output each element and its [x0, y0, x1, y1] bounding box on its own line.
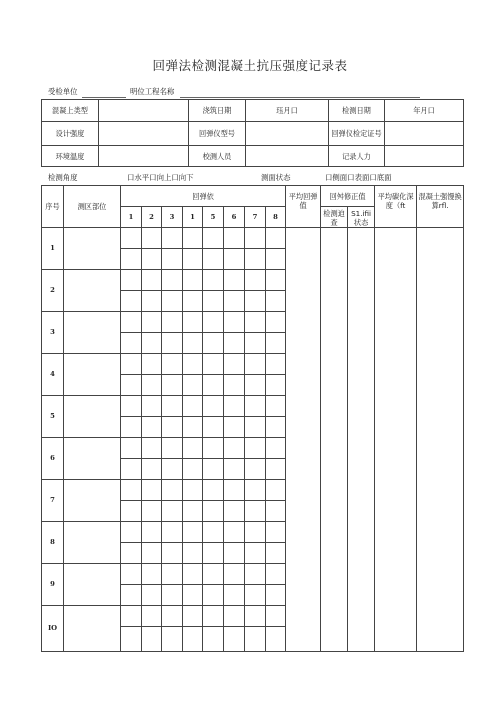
rebound-value-cell[interactable]	[183, 564, 203, 585]
info-row-2	[42, 122, 464, 146]
rebound-value-cell[interactable]	[162, 333, 183, 354]
info-table	[41, 99, 464, 167]
rebound-value-cell[interactable]	[224, 438, 245, 459]
rebound-value-cell[interactable]	[245, 438, 266, 459]
page-title: 回弹法检测混凝土抗压强度记录表	[152, 58, 348, 73]
concrete-type-label: 混凝上类型	[42, 100, 99, 122]
design-strength-label: 设计强度	[42, 122, 99, 146]
rebound-value-cell[interactable]	[203, 564, 224, 585]
inspected-unit-label: 受检单位	[48, 87, 78, 96]
rebound-value-cell[interactable]	[121, 291, 142, 312]
rebound-value-cell[interactable]	[224, 585, 245, 606]
rebound-value-cell[interactable]	[224, 312, 245, 333]
rebound-value-cell[interactable]	[203, 585, 224, 606]
rebound-value-cell[interactable]	[224, 228, 245, 249]
rebound-value-cell[interactable]	[266, 627, 286, 652]
location-cell[interactable]	[64, 396, 121, 438]
rebound-value-cell[interactable]	[224, 522, 245, 543]
location-cell[interactable]	[64, 564, 121, 606]
rebound-value-cell[interactable]	[203, 480, 224, 501]
seq-cell: 6	[42, 438, 64, 480]
seq-cell: 4	[42, 354, 64, 396]
design-strength-value[interactable]	[99, 122, 189, 146]
rebound-value-cell[interactable]	[224, 606, 245, 627]
rebound-model-label: 回弹仪型号	[189, 122, 246, 146]
rebound-value-cell[interactable]	[245, 459, 266, 480]
concrete-type-value[interactable]	[99, 100, 189, 122]
carbonation-cell[interactable]	[375, 228, 417, 652]
rebound-value-cell[interactable]	[142, 333, 162, 354]
rebound-value-cell[interactable]	[224, 480, 245, 501]
pour-date-label: 浇筑日期	[189, 100, 246, 122]
rebound-value-cell[interactable]	[121, 480, 142, 501]
seq-cell: 5	[42, 396, 64, 438]
rebound-value-cell[interactable]	[266, 333, 286, 354]
rebound-value-cell[interactable]	[266, 543, 286, 564]
rebound-value-cell[interactable]	[142, 396, 162, 417]
rebound-value-cell[interactable]	[162, 396, 183, 417]
rebound-value-cell[interactable]	[224, 564, 245, 585]
rebound-value-cell[interactable]	[203, 291, 224, 312]
rebound-point-header: 6	[224, 207, 245, 228]
header-row-1	[42, 186, 464, 207]
rebound-value-cell[interactable]	[162, 480, 183, 501]
rebound-value-cell[interactable]	[203, 543, 224, 564]
rebound-value-cell[interactable]	[245, 249, 266, 270]
rebound-value-cell[interactable]	[266, 375, 286, 396]
rebound-value-cell[interactable]	[245, 627, 266, 652]
rebound-value-cell[interactable]	[121, 522, 142, 543]
rebound-point-header: 5	[203, 207, 224, 228]
rebound-value-cell[interactable]	[203, 270, 224, 291]
rebound-value-cell[interactable]	[245, 522, 266, 543]
rebound-value-cell[interactable]	[245, 585, 266, 606]
rebound-value-cell[interactable]	[224, 270, 245, 291]
rebound-value-cell[interactable]	[142, 627, 162, 652]
rebound-value-cell[interactable]	[183, 249, 203, 270]
rebound-value-cell[interactable]	[142, 312, 162, 333]
rebound-value-cell[interactable]	[183, 501, 203, 522]
rebound-value-cell[interactable]	[224, 459, 245, 480]
rebound-value-cell[interactable]	[245, 354, 266, 375]
rebound-value-cell[interactable]	[224, 501, 245, 522]
rebound-value-cell[interactable]	[224, 417, 245, 438]
seq-cell: 1	[42, 228, 64, 270]
rebound-value-cell[interactable]	[183, 522, 203, 543]
rebound-value-cell[interactable]	[142, 606, 162, 627]
rebound-value-cell[interactable]	[142, 228, 162, 249]
location-cell[interactable]	[64, 522, 121, 564]
rebound-value-cell[interactable]	[183, 438, 203, 459]
rebound-point-header: 2	[142, 207, 162, 228]
rebound-value-cell[interactable]	[266, 480, 286, 501]
rebound-value-cell[interactable]	[245, 606, 266, 627]
rebound-value-cell[interactable]	[142, 564, 162, 585]
rebound-value-cell[interactable]	[224, 354, 245, 375]
rebound-value-cell[interactable]	[203, 354, 224, 375]
rebound-value-cell[interactable]	[121, 270, 142, 291]
rebound-value-cell[interactable]	[266, 438, 286, 459]
rebound-value-cell[interactable]	[266, 564, 286, 585]
rebound-value-cell[interactable]	[245, 417, 266, 438]
rebound-value-cell[interactable]	[183, 585, 203, 606]
rebound-value-cell[interactable]	[224, 627, 245, 652]
rebound-value-cell[interactable]	[142, 501, 162, 522]
location-cell[interactable]	[64, 354, 121, 396]
correction-header: 回舛修正值	[321, 186, 375, 207]
rebound-value-cell[interactable]	[142, 438, 162, 459]
rebound-value-cell[interactable]	[203, 438, 224, 459]
rebound-value-cell[interactable]	[121, 438, 142, 459]
test-angle-label: 检测角度	[48, 173, 78, 182]
rebound-value-cell[interactable]	[162, 501, 183, 522]
rebound-value-cell[interactable]	[224, 375, 245, 396]
calibration-cert-label: 回弹仪检定证号	[329, 122, 385, 146]
rebound-value-cell[interactable]	[162, 375, 183, 396]
rebound-value-cell[interactable]	[162, 606, 183, 627]
seq-cell: 2	[42, 270, 64, 312]
rebound-value-cell[interactable]	[183, 228, 203, 249]
rebound-value-cell[interactable]	[224, 291, 245, 312]
rebound-value-cell[interactable]	[203, 627, 224, 652]
rebound-point-header: 3	[162, 207, 183, 228]
rebound-value-cell[interactable]	[266, 396, 286, 417]
rebound-value-cell[interactable]	[266, 417, 286, 438]
rebound-value-cell[interactable]	[203, 228, 224, 249]
rebound-value-cell[interactable]	[142, 585, 162, 606]
rebound-value-cell[interactable]	[245, 375, 266, 396]
main-table	[41, 185, 464, 652]
rebound-value-cell[interactable]	[266, 228, 286, 249]
rebound-header: 回弹依	[121, 186, 286, 207]
rebound-value-cell[interactable]	[121, 249, 142, 270]
rebound-value-cell[interactable]	[162, 438, 183, 459]
rebound-point-header: 1	[183, 207, 203, 228]
rebound-value-cell[interactable]	[142, 459, 162, 480]
table-row	[42, 228, 464, 249]
rebound-value-cell[interactable]	[121, 543, 142, 564]
surface-state-options[interactable]: 口侧面口表面口底面	[325, 173, 392, 182]
rebound-value-cell[interactable]	[183, 606, 203, 627]
rebound-value-cell[interactable]	[245, 291, 266, 312]
rebound-value-cell[interactable]	[203, 396, 224, 417]
rebound-value-cell[interactable]	[203, 501, 224, 522]
rebound-value-cell[interactable]	[142, 375, 162, 396]
pour-date-value[interactable]: 珏月口	[246, 100, 329, 122]
recorder-label: 记录人力	[329, 146, 385, 167]
rebound-value-cell[interactable]	[121, 354, 142, 375]
rebound-value-cell[interactable]	[266, 501, 286, 522]
rebound-value-cell[interactable]	[162, 291, 183, 312]
inspected-unit-field[interactable]	[82, 88, 126, 98]
rebound-value-cell[interactable]	[245, 543, 266, 564]
rebound-value-cell[interactable]	[121, 627, 142, 652]
rebound-value-cell[interactable]	[162, 459, 183, 480]
rebound-value-cell[interactable]	[162, 543, 183, 564]
rebound-value-cell[interactable]	[224, 543, 245, 564]
project-name-label: 明位工程名称	[130, 87, 175, 96]
rebound-value-cell[interactable]	[162, 417, 183, 438]
corr-angle-cell[interactable]	[321, 228, 348, 652]
rebound-value-cell[interactable]	[162, 564, 183, 585]
rebound-point-header: 7	[245, 207, 266, 228]
seq-cell: 9	[42, 564, 64, 606]
strength-cell[interactable]	[417, 228, 464, 652]
rebound-value-cell[interactable]	[142, 417, 162, 438]
tester-label: 校测人员	[189, 146, 246, 167]
rebound-value-cell[interactable]	[142, 270, 162, 291]
location-header: 测区部位	[64, 186, 121, 228]
rebound-value-cell[interactable]	[245, 501, 266, 522]
rebound-value-cell[interactable]	[245, 396, 266, 417]
rebound-value-cell[interactable]	[142, 543, 162, 564]
rebound-value-cell[interactable]	[224, 249, 245, 270]
rebound-value-cell[interactable]	[162, 585, 183, 606]
rebound-value-cell[interactable]	[183, 627, 203, 652]
location-cell[interactable]	[64, 312, 121, 354]
corr-angle-header: 检测迫查	[321, 207, 348, 228]
ambient-temp-label: 环境温度	[42, 146, 99, 167]
rebound-value-cell[interactable]	[142, 480, 162, 501]
rebound-value-cell[interactable]	[142, 291, 162, 312]
rebound-value-cell[interactable]	[203, 606, 224, 627]
rebound-value-cell[interactable]	[203, 333, 224, 354]
rebound-value-cell[interactable]	[203, 459, 224, 480]
rebound-value-cell[interactable]	[203, 417, 224, 438]
location-cell[interactable]	[64, 270, 121, 312]
rebound-value-cell[interactable]	[245, 564, 266, 585]
rebound-value-cell[interactable]	[142, 249, 162, 270]
rebound-value-cell[interactable]	[142, 354, 162, 375]
seq-cell: IO	[42, 606, 64, 652]
rebound-value-cell[interactable]	[266, 354, 286, 375]
tester-value[interactable]	[246, 146, 329, 167]
rebound-value-cell[interactable]	[266, 270, 286, 291]
info-row-3	[42, 146, 464, 167]
test-date-value[interactable]: 年月口	[385, 100, 464, 122]
rebound-value-cell[interactable]	[183, 333, 203, 354]
rebound-value-cell[interactable]	[266, 585, 286, 606]
rebound-value-cell[interactable]	[245, 270, 266, 291]
rebound-value-cell[interactable]	[183, 354, 203, 375]
rebound-value-cell[interactable]	[121, 312, 142, 333]
rebound-value-cell[interactable]	[224, 396, 245, 417]
rebound-value-cell[interactable]	[121, 606, 142, 627]
project-name-field[interactable]	[180, 88, 420, 98]
carbonation-header: 平均碳化深度（ft	[375, 186, 417, 228]
rebound-value-cell[interactable]	[162, 627, 183, 652]
rebound-value-cell[interactable]	[183, 459, 203, 480]
rebound-value-cell[interactable]	[162, 312, 183, 333]
test-angle-options[interactable]: 口水平口向上口向下	[127, 173, 194, 182]
seq-cell: 7	[42, 480, 64, 522]
rebound-model-value[interactable]	[246, 122, 329, 146]
rebound-value-cell[interactable]	[183, 291, 203, 312]
surface-state-label: 测面状态	[261, 173, 291, 182]
rebound-value-cell[interactable]	[266, 249, 286, 270]
avg-rebound-cell[interactable]	[286, 228, 321, 652]
rebound-value-cell[interactable]	[162, 249, 183, 270]
seq-header: 序号	[42, 186, 64, 228]
rebound-value-cell[interactable]	[121, 417, 142, 438]
rebound-value-cell[interactable]	[245, 480, 266, 501]
seq-cell: 3	[42, 312, 64, 354]
rebound-value-cell[interactable]	[245, 312, 266, 333]
location-cell[interactable]	[64, 228, 121, 270]
location-cell[interactable]	[64, 480, 121, 522]
rebound-value-cell[interactable]	[162, 354, 183, 375]
rebound-value-cell[interactable]	[121, 459, 142, 480]
rebound-value-cell[interactable]	[224, 333, 245, 354]
rebound-value-cell[interactable]	[183, 270, 203, 291]
rebound-value-cell[interactable]	[203, 375, 224, 396]
rebound-value-cell[interactable]	[245, 333, 266, 354]
rebound-value-cell[interactable]	[183, 312, 203, 333]
rebound-value-cell[interactable]	[121, 375, 142, 396]
corr-surface-header: S1.ifii状态	[348, 207, 375, 228]
rebound-value-cell[interactable]	[121, 396, 142, 417]
rebound-value-cell[interactable]	[121, 501, 142, 522]
test-date-label: 检测日期	[329, 100, 385, 122]
rebound-value-cell[interactable]	[121, 228, 142, 249]
rebound-value-cell[interactable]	[266, 459, 286, 480]
rebound-value-cell[interactable]	[183, 375, 203, 396]
info-row-1	[42, 100, 464, 122]
rebound-point-header: 1	[121, 207, 142, 228]
rebound-value-cell[interactable]	[266, 312, 286, 333]
seq-cell: 8	[42, 522, 64, 564]
location-cell[interactable]	[64, 438, 121, 480]
rebound-value-cell[interactable]	[183, 396, 203, 417]
rebound-value-cell[interactable]	[121, 333, 142, 354]
rebound-value-cell[interactable]	[266, 522, 286, 543]
strength-header: 混凝土强馒换算rfl.	[417, 186, 464, 228]
rebound-value-cell[interactable]	[245, 228, 266, 249]
calibration-cert-value[interactable]	[385, 122, 464, 146]
rebound-value-cell[interactable]	[203, 522, 224, 543]
rebound-point-header: 8	[266, 207, 286, 228]
rebound-value-cell[interactable]	[266, 291, 286, 312]
rebound-value-cell[interactable]	[203, 312, 224, 333]
rebound-value-cell[interactable]	[121, 564, 142, 585]
rebound-value-cell[interactable]	[121, 585, 142, 606]
corr-surface-cell[interactable]	[348, 228, 375, 652]
rebound-value-cell[interactable]	[203, 249, 224, 270]
rebound-value-cell[interactable]	[162, 270, 183, 291]
rebound-value-cell[interactable]	[266, 606, 286, 627]
recorder-value[interactable]	[385, 146, 464, 167]
rebound-value-cell[interactable]	[183, 543, 203, 564]
rebound-value-cell[interactable]	[183, 417, 203, 438]
ambient-temp-value[interactable]	[99, 146, 189, 167]
avg-rebound-header: 平均回弹值	[286, 186, 321, 228]
rebound-value-cell[interactable]	[162, 228, 183, 249]
rebound-value-cell[interactable]	[162, 522, 183, 543]
rebound-value-cell[interactable]	[142, 522, 162, 543]
rebound-value-cell[interactable]	[183, 480, 203, 501]
location-cell[interactable]	[64, 606, 121, 652]
